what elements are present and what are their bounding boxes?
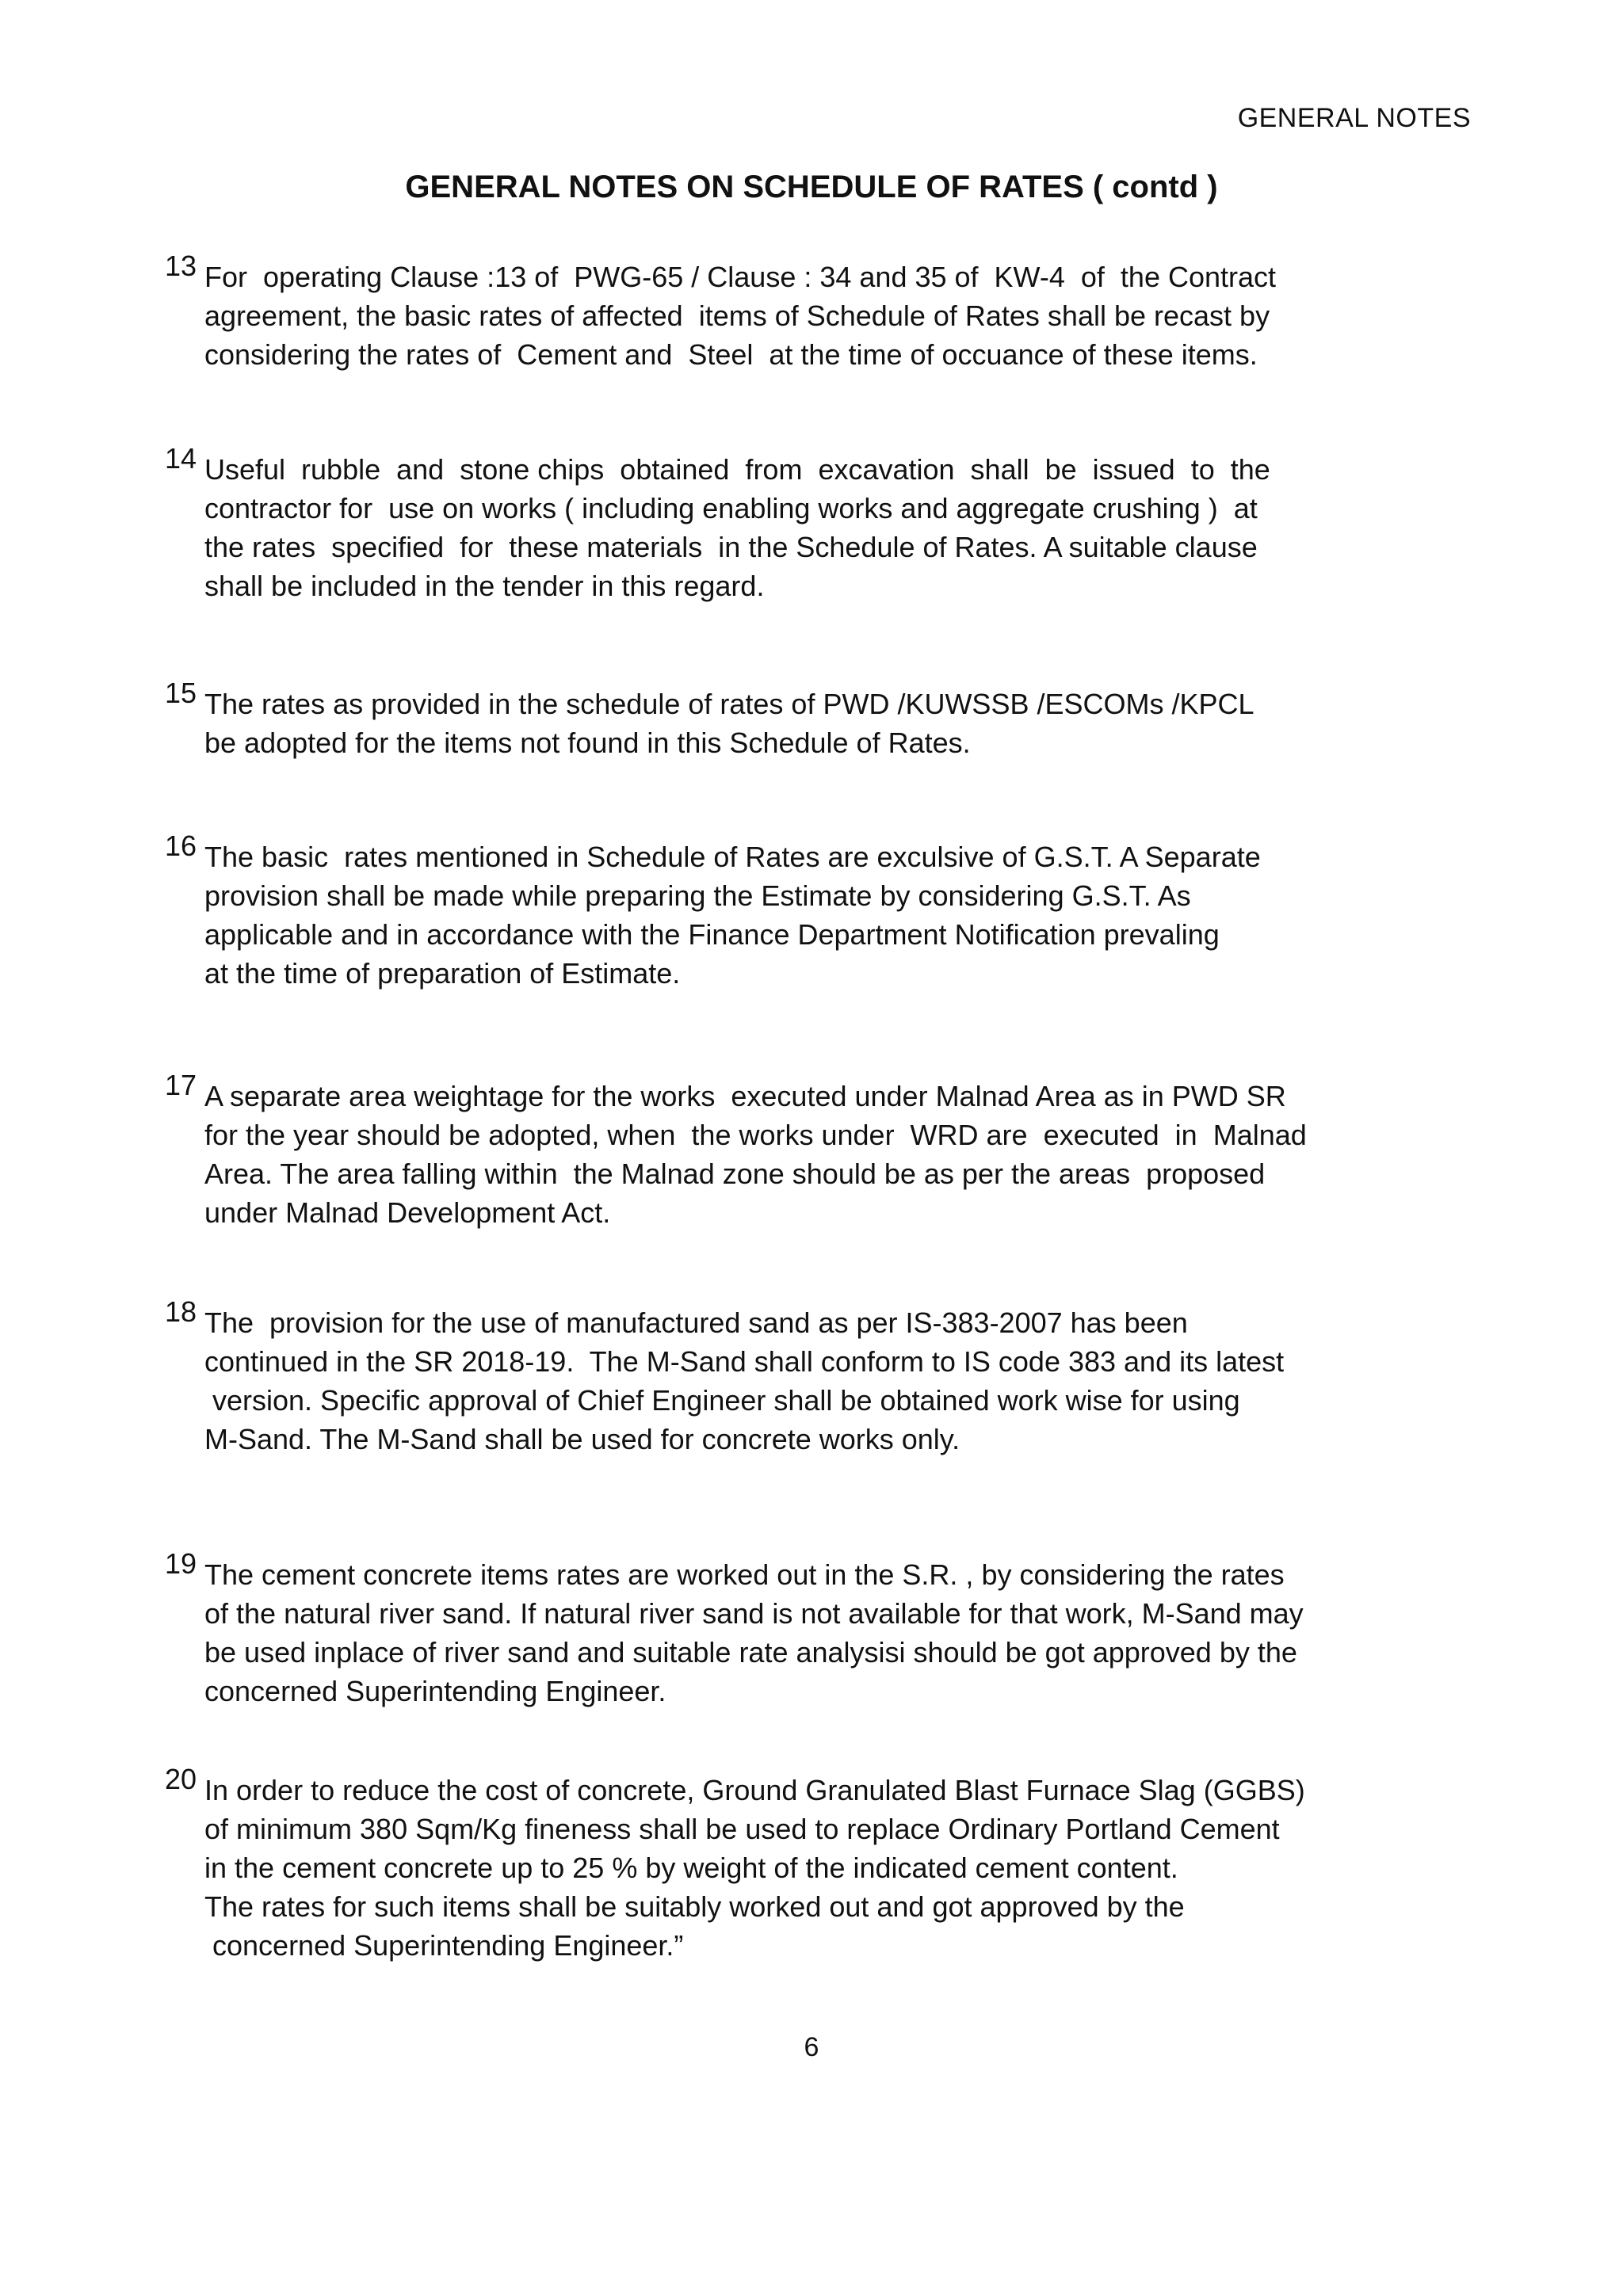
- note-line: The rates for such items shall be suitably worked out and got approved by the: [204, 1890, 1185, 1923]
- page-title: GENERAL NOTES ON SCHEDULE OF RATES ( contd ): [405, 170, 1218, 204]
- note-line: M-Sand. The M-Sand shall be used for concrete works only.: [204, 1423, 960, 1455]
- note-14: [165, 442, 1441, 605]
- page-number: 6: [804, 2032, 819, 2062]
- note-line: The cement concrete items rates are worked out in the S.R. , by considering the rates: [204, 1558, 1285, 1591]
- note-17: [165, 1069, 1441, 1232]
- note-line: of minimum 380 Sqm/Kg fineness shall be used to replace Ordinary Portland Cement: [204, 1813, 1280, 1845]
- note-line: The rates as provided in the schedule of rates of PWD /KUWSSB /ESCOMs /KPCL: [204, 688, 1254, 720]
- note-18: [165, 1295, 1441, 1459]
- note-line: considering the rates of Cement and Steel at the time of occuance of these items.: [204, 338, 1258, 371]
- note-13: [165, 250, 1441, 374]
- note-line: For operating Clause :13 of PWG-65 / Clause : 34 and 35 of KW-4 of the Contract: [204, 261, 1277, 293]
- note-line: be used inplace of river sand and suitable rate analysisi should be got approved by the: [204, 1636, 1297, 1669]
- note-number: 14: [165, 442, 197, 475]
- note-line: contractor for use on works ( including enabling works and aggregate crushing ) at: [204, 492, 1258, 524]
- note-line: The provision for the use of manufactured sand as per IS-383-2007 has been: [204, 1306, 1188, 1339]
- note-line: under Malnad Development Act.: [204, 1196, 611, 1229]
- note-line: the rates specified for these materials in the Schedule of Rates. A suitable clause: [204, 531, 1258, 563]
- note-number: 20: [165, 1763, 197, 1795]
- note-number: 18: [165, 1295, 197, 1328]
- running-header: GENERAL NOTES: [1237, 103, 1471, 133]
- note-line: version. Specific approval of Chief Engineer shall be obtained work wise for using: [204, 1384, 1240, 1417]
- note-line: for the year should be adopted, when the works under WRD are executed in Malnad: [204, 1119, 1307, 1151]
- note-number: 17: [165, 1069, 197, 1101]
- note-15: [165, 677, 1441, 762]
- note-line: shall be included in the tender in this regard.: [204, 570, 765, 602]
- note-line: A separate area weightage for the works executed under Malnad Area as in PWD SR: [204, 1080, 1286, 1112]
- note-line: concerned Superintending Engineer.: [204, 1675, 666, 1707]
- note-number: 19: [165, 1547, 197, 1580]
- note-line: continued in the SR 2018-19. The M-Sand shall conform to IS code 383 and its latest: [204, 1345, 1285, 1378]
- note-line: The basic rates mentioned in Schedule of Rates are exculsive of G.S.T. A Separate: [204, 841, 1261, 873]
- note-line: agreement, the basic rates of affected items of Schedule of Rates shall be recast by: [204, 299, 1270, 332]
- note-number: 15: [165, 677, 197, 709]
- note-line: of the natural river sand. If natural river sand is not available for that work, M-Sand may: [204, 1597, 1304, 1630]
- note-line: In order to reduce the cost of concrete, Ground Granulated Blast Furnace Slag (GGBS): [204, 1774, 1305, 1806]
- note-20: [165, 1763, 1441, 1965]
- note-line: at the time of preparation of Estimate.: [204, 957, 681, 990]
- note-line: Useful rubble and stone chips obtained from excavation shall be issued to the: [204, 453, 1270, 486]
- note-line: be adopted for the items not found in this Schedule of Rates.: [204, 727, 971, 759]
- note-line: Area. The area falling within the Malnad zone should be as per the areas proposed: [204, 1158, 1266, 1190]
- note-line: applicable and in accordance with the Finance Department Notification prevaling: [204, 918, 1220, 951]
- note-number: 13: [165, 250, 197, 282]
- note-line: provision shall be made while preparing the Estimate by considering G.S.T. As: [204, 879, 1191, 912]
- note-line: in the cement concrete up to 25 % by weight of the indicated cement content.: [204, 1852, 1178, 1884]
- note-number: 16: [165, 830, 197, 862]
- note-19: [165, 1547, 1441, 1711]
- note-line: concerned Superintending Engineer.”: [204, 1929, 684, 1962]
- note-16: [165, 830, 1441, 993]
